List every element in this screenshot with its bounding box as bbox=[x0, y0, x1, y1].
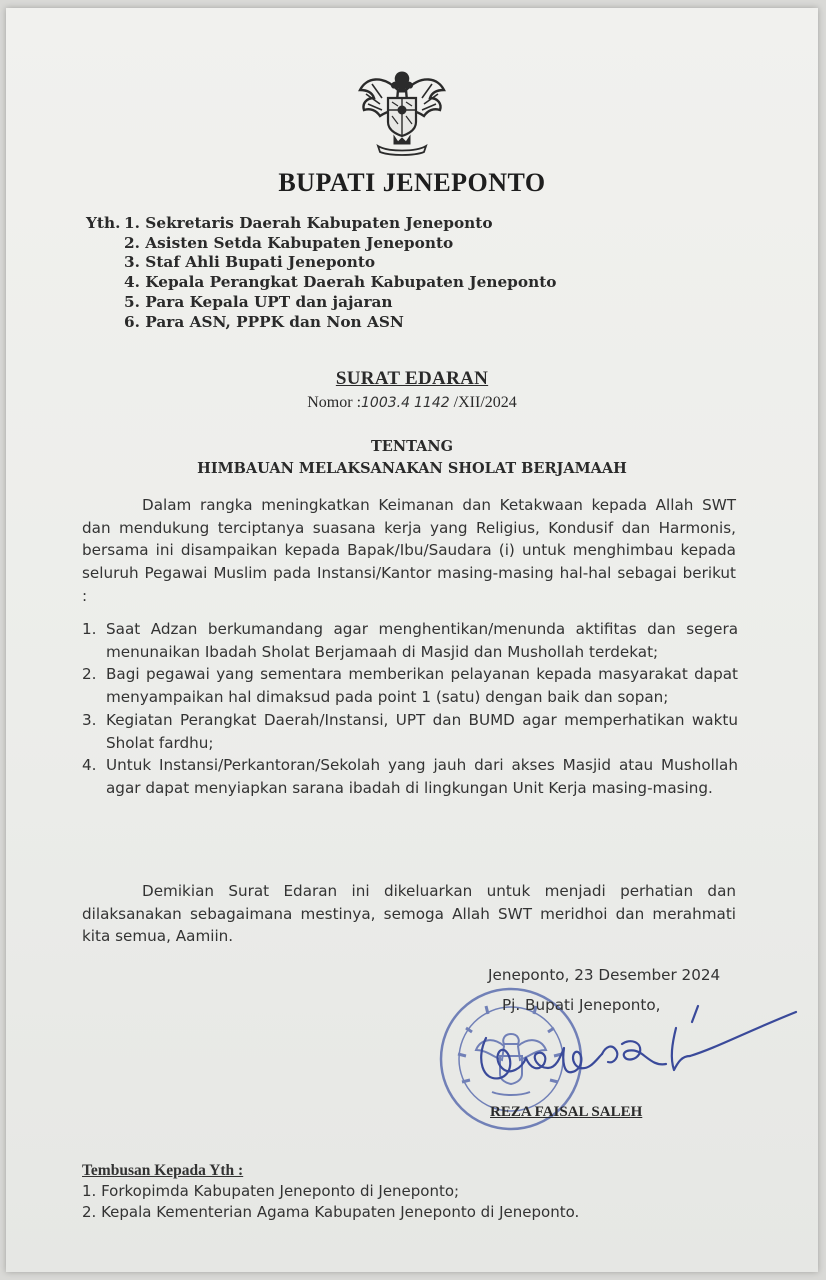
recipient-item bbox=[86, 253, 556, 273]
list-text: Saat Adzan berkumandang agar menghentikan/menunda aktifitas dan segera menunaikan Ibadah Sholat Berjamaah di Masjid dan Mushollah terdekat; bbox=[106, 620, 738, 661]
instruction-list bbox=[82, 618, 738, 800]
recipient-label: 6. Para ASN, PPPK dan Non ASN bbox=[124, 312, 404, 331]
list-text: Bagi pegawai yang sementara memberikan pelayanan kepada masyarakat dapat menyampaikan hal dimaksud pada point 1 (satu) dengan baik dan sopan; bbox=[106, 665, 738, 707]
signer-office: Pj. Bupati Jeneponto, bbox=[502, 996, 661, 1014]
list-number: 1. bbox=[82, 620, 97, 638]
recipient-prefix: Yth. bbox=[86, 214, 121, 232]
list-item bbox=[82, 663, 738, 708]
circular-title: SURAT EDARAN bbox=[335, 368, 489, 389]
number-suffix: /XII/2024 bbox=[453, 394, 517, 411]
recipient-label: 5. Para Kepala UPT dan jajaran bbox=[124, 292, 393, 311]
list-item: 2. Kepala Kementerian Agama Kabupaten Jeneponto di Jeneponto. bbox=[82, 1203, 580, 1221]
opening-paragraph: Dalam rangka meningkatkan Keimanan dan Ketakwaan kepada Allah SWT dan mendukung terciptanya suasana kerja yang Religius, Kondusif dan Harmonis, bersama ini disampaikan kepada Bapak/Ibu/Saudara (i) untuk menghimbau kepada seluruh Pegawai Muslim pada Instansi/Kantor masing-masing hal-hal sebagai berikut : bbox=[82, 496, 736, 605]
list-text: Untuk Instansi/Perkantoran/Sekolah yang jauh dari akses Masjid atau Mushollah agar dapat menyiapkan sarana ibadah di lingkungan Unit Kerja masing-masing. bbox=[106, 756, 738, 797]
list-number: 2. bbox=[82, 665, 97, 684]
number-handwritten-2: 1142 bbox=[414, 395, 450, 411]
place-date: Jeneponto, 23 Desember 2024 bbox=[488, 966, 721, 984]
recipient-label: 4. Kepala Perangkat Daerah Kabupaten Jeneponto bbox=[124, 273, 557, 292]
letter-page bbox=[6, 8, 818, 1272]
letterhead-title: BUPATI JENEPONTO bbox=[278, 168, 546, 197]
number-handwritten: 1003.4 bbox=[361, 395, 411, 411]
recipient-label: 2. Asisten Setda Kabupaten Jeneponto bbox=[124, 233, 454, 252]
list-item bbox=[82, 709, 738, 754]
list-item: 1. Forkopimda Kabupaten Jeneponto di Jeneponto; bbox=[82, 1182, 460, 1200]
recipient-label: 3. Staf Ahli Bupati Jeneponto bbox=[124, 253, 376, 272]
garuda-emblem-icon bbox=[352, 68, 452, 160]
recipient-item bbox=[86, 214, 556, 234]
number-label: Nomor : bbox=[307, 394, 362, 411]
list-item bbox=[82, 754, 738, 799]
list-text: Kegiatan Perangkat Daerah/Instansi, UPT dan BUMD agar memperhatikan waktu Sholat fardhu; bbox=[106, 710, 738, 752]
about-label: TENTANG bbox=[371, 438, 453, 455]
list-item bbox=[82, 618, 738, 663]
recipient-item bbox=[86, 273, 556, 293]
list-number: 4. bbox=[82, 756, 97, 775]
recipient-label: 1. Sekretaris Daerah Kabupaten Jeneponto bbox=[124, 214, 493, 232]
signer-name: REZA FAISAL SALEH bbox=[490, 1104, 643, 1120]
carbon-copy bbox=[82, 1160, 579, 1223]
recipient-item bbox=[86, 313, 556, 333]
recipient-item bbox=[86, 234, 556, 254]
recipient-list bbox=[86, 214, 556, 332]
circular-subject: HIMBAUAN MELAKSANAKAN SHOLAT BERJAMAAH bbox=[197, 460, 627, 477]
handwritten-signature-icon bbox=[446, 998, 806, 1108]
carbon-copy-heading: Tembusan Kepada Yth : bbox=[82, 1162, 244, 1179]
circular-number bbox=[6, 394, 818, 412]
recipient-item bbox=[86, 293, 556, 313]
closing-paragraph: Demikian Surat Edaran ini dikeluarkan untuk menjadi perhatian dan dilaksanakan sebagaimana mestinya, semoga Allah SWT meridhoi dan merahmati kita semua, Aamiin. bbox=[82, 882, 736, 946]
list-number: 3. bbox=[82, 710, 97, 729]
